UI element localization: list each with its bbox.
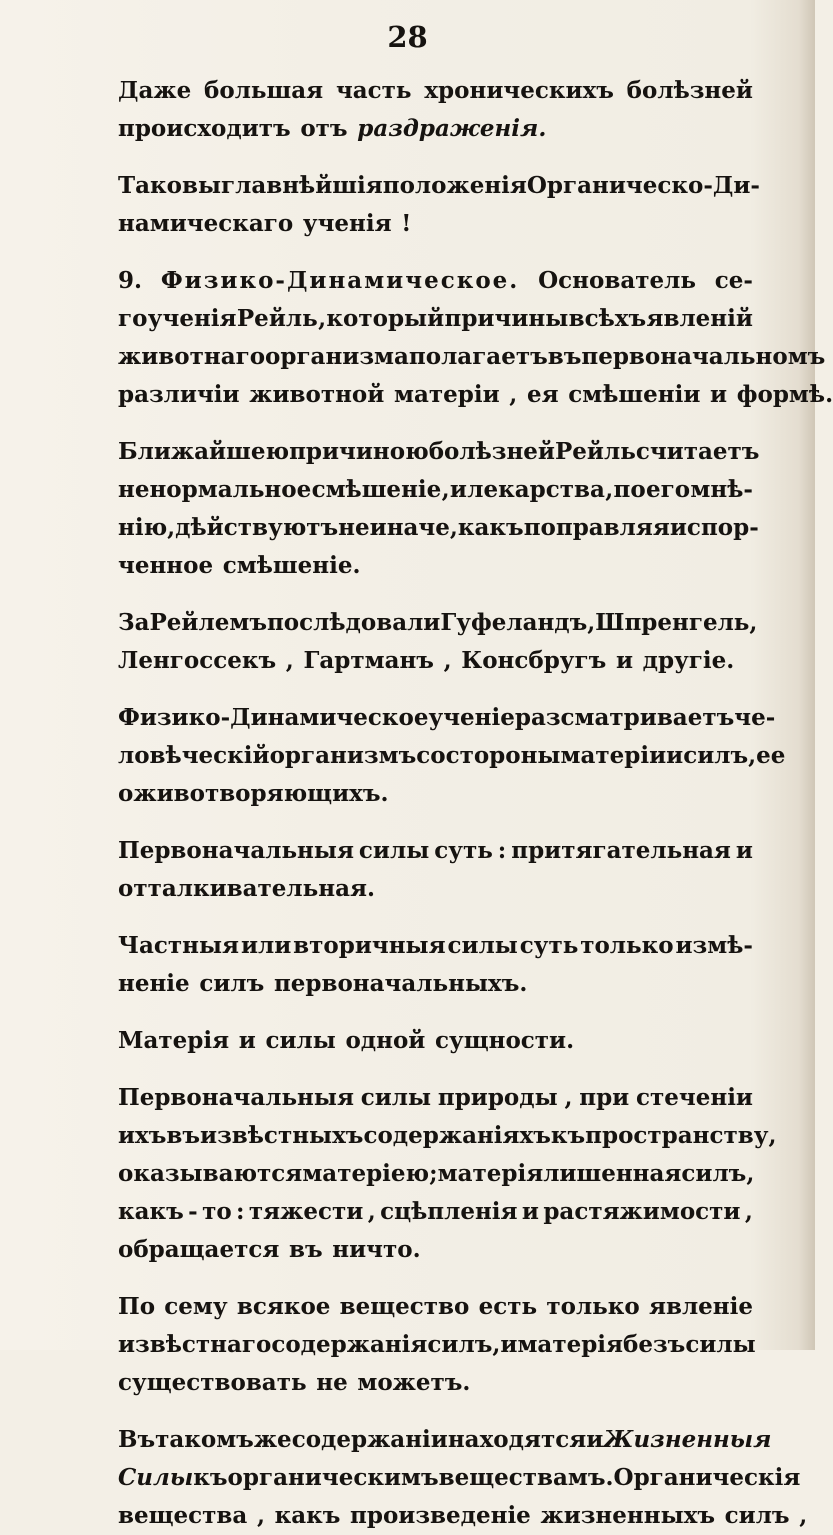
word: матеріи bbox=[560, 742, 667, 769]
word: испор- bbox=[669, 514, 759, 541]
word: и bbox=[710, 381, 728, 408]
word: въ bbox=[166, 1122, 201, 1149]
word: силъ bbox=[427, 1331, 493, 1358]
text-line bbox=[118, 965, 753, 1003]
word: , bbox=[564, 1084, 573, 1111]
text-line bbox=[118, 433, 760, 471]
word: , bbox=[318, 305, 327, 332]
paragraph-gap bbox=[118, 1003, 753, 1022]
word: обращается bbox=[118, 1236, 280, 1263]
word: произведеніе bbox=[350, 1502, 531, 1529]
text-line bbox=[118, 1155, 753, 1193]
word: сцѣпленія bbox=[380, 1198, 518, 1225]
word: Гуфеландъ, bbox=[440, 609, 596, 636]
word: явленіе bbox=[648, 1293, 753, 1320]
text-line bbox=[118, 471, 753, 509]
word: и bbox=[735, 837, 753, 864]
word: только bbox=[580, 932, 674, 959]
word: Таковы bbox=[118, 172, 222, 199]
word: суть bbox=[519, 932, 579, 959]
word: въ bbox=[289, 1236, 323, 1263]
word: По bbox=[118, 1293, 156, 1320]
word: органическимъ bbox=[227, 1464, 439, 1491]
word: большая bbox=[204, 77, 324, 104]
text-line bbox=[118, 642, 753, 680]
word: болѣзней bbox=[428, 438, 555, 465]
word: явленій bbox=[646, 305, 753, 332]
text-line bbox=[118, 547, 753, 585]
word: неніе bbox=[118, 970, 190, 997]
word: первоначальномъ bbox=[581, 343, 826, 370]
word: силъ bbox=[681, 1160, 747, 1187]
word: ; bbox=[429, 1160, 438, 1187]
word: Матерія bbox=[118, 1027, 230, 1054]
word: , bbox=[768, 1122, 777, 1149]
paragraph bbox=[118, 699, 786, 813]
text-line bbox=[118, 376, 833, 414]
word: къ bbox=[193, 1464, 228, 1491]
word: главнѣйшія bbox=[221, 172, 383, 199]
word: такомъ bbox=[155, 1426, 254, 1453]
word: есть bbox=[478, 1293, 538, 1320]
paragraph bbox=[118, 604, 758, 680]
word: какъ bbox=[118, 1198, 184, 1225]
body-text bbox=[118, 72, 833, 1535]
text-line bbox=[118, 110, 753, 148]
word: нію bbox=[118, 514, 168, 541]
word: силы bbox=[447, 932, 518, 959]
word: и bbox=[521, 1198, 539, 1225]
word: болѣзней bbox=[626, 77, 753, 104]
word: формѣ. bbox=[736, 381, 833, 408]
text-line bbox=[118, 1022, 753, 1060]
paragraph bbox=[118, 167, 760, 243]
word: тяжести bbox=[248, 1198, 364, 1225]
word: , bbox=[509, 381, 518, 408]
text-line bbox=[118, 1193, 753, 1231]
word: Физико-Динамическое bbox=[118, 704, 429, 731]
word: пространству bbox=[585, 1122, 769, 1149]
word: дѣйствуютъ bbox=[175, 514, 339, 541]
word: со bbox=[416, 742, 446, 769]
word: смѣшеніи bbox=[568, 381, 701, 408]
word: , bbox=[441, 476, 450, 503]
word: Первоначальныя bbox=[118, 837, 354, 864]
text-line bbox=[118, 509, 759, 547]
paragraph-gap bbox=[118, 680, 753, 699]
word: го bbox=[118, 305, 148, 332]
word: Ближайшею bbox=[118, 438, 290, 465]
page-number: 28 bbox=[387, 20, 428, 54]
word: стеченіи bbox=[636, 1084, 753, 1111]
word: матеріею bbox=[302, 1160, 430, 1187]
word: силъ bbox=[199, 970, 265, 997]
text-line bbox=[118, 1459, 801, 1497]
text-line bbox=[118, 1079, 753, 1117]
word: къ bbox=[550, 1122, 586, 1149]
word: ненормальное bbox=[118, 476, 312, 503]
word: всѣхъ bbox=[568, 305, 647, 332]
word: , bbox=[256, 1502, 265, 1529]
word: считаетъ bbox=[635, 438, 760, 465]
word: ловѣческій bbox=[118, 742, 270, 769]
word: можетъ. bbox=[357, 1369, 471, 1396]
word: ! bbox=[401, 210, 412, 237]
text-line bbox=[118, 699, 776, 737]
word: и bbox=[238, 1027, 256, 1054]
word: , bbox=[746, 1160, 755, 1187]
word: ученія bbox=[147, 305, 237, 332]
paragraph bbox=[118, 262, 833, 414]
text-line bbox=[118, 205, 753, 243]
word: существовать bbox=[118, 1369, 307, 1396]
word: причины bbox=[444, 305, 569, 332]
word: положенія bbox=[382, 172, 527, 199]
word: хроническихъ bbox=[424, 77, 614, 104]
word: который bbox=[326, 305, 445, 332]
word: оказываются bbox=[118, 1160, 303, 1187]
word: другіе. bbox=[642, 647, 735, 674]
paragraph bbox=[118, 72, 753, 148]
word: , bbox=[449, 514, 458, 541]
paragraph-gap bbox=[118, 585, 753, 604]
word: ихъ bbox=[118, 1122, 167, 1149]
paragraph-gap bbox=[118, 148, 753, 167]
word: только bbox=[546, 1293, 640, 1320]
paragraph bbox=[118, 1022, 753, 1060]
paragraph bbox=[118, 1288, 756, 1402]
text-line bbox=[118, 262, 753, 300]
word: вещества bbox=[118, 1502, 248, 1529]
word: ученіе bbox=[428, 704, 515, 731]
text-line bbox=[118, 300, 753, 338]
paragraph bbox=[118, 1079, 777, 1269]
word: и bbox=[666, 742, 684, 769]
paragraph bbox=[118, 927, 753, 1003]
word: природы bbox=[437, 1084, 558, 1111]
word: его bbox=[646, 476, 691, 503]
paragraph-gap bbox=[118, 414, 753, 433]
word: содержаніи bbox=[291, 1426, 448, 1453]
word: Консбругъ bbox=[461, 647, 607, 674]
word: , bbox=[605, 476, 614, 503]
word: разсматриваетъ bbox=[514, 704, 735, 731]
paragraph-gap bbox=[118, 243, 753, 262]
text-line bbox=[118, 1117, 777, 1155]
word: одной bbox=[345, 1027, 426, 1054]
word: то bbox=[202, 1198, 232, 1225]
word: лекарства bbox=[467, 476, 605, 503]
word: , bbox=[443, 647, 452, 674]
text-line bbox=[118, 72, 753, 110]
word: , bbox=[167, 514, 176, 541]
word: Рейль bbox=[554, 438, 636, 465]
text-line bbox=[118, 870, 753, 908]
word: въ bbox=[547, 343, 582, 370]
word: различіи bbox=[118, 381, 240, 408]
text-line bbox=[118, 832, 753, 870]
word: матерія bbox=[437, 1160, 544, 1187]
word: ученія bbox=[302, 210, 392, 237]
word: вещество bbox=[339, 1293, 470, 1320]
word: Силы bbox=[118, 1464, 194, 1491]
word: лишенная bbox=[543, 1160, 682, 1187]
word: сущности. bbox=[435, 1027, 575, 1054]
word: , bbox=[285, 647, 294, 674]
word: первоначальныхъ. bbox=[273, 970, 528, 997]
word: ее bbox=[756, 742, 786, 769]
word: ничто. bbox=[332, 1236, 421, 1263]
word: - bbox=[188, 1198, 198, 1225]
word: силъ bbox=[724, 1502, 790, 1529]
word: че- bbox=[734, 704, 776, 731]
word: организмъ bbox=[269, 742, 417, 769]
text-line bbox=[118, 604, 758, 642]
text-line bbox=[118, 1421, 772, 1459]
word: отталкивательная. bbox=[118, 875, 375, 902]
word: матеріи bbox=[393, 381, 500, 408]
word: жизненныхъ bbox=[540, 1502, 715, 1529]
word: Органическія bbox=[613, 1464, 801, 1491]
word: и bbox=[586, 1426, 604, 1453]
word: Гартманъ bbox=[303, 647, 434, 674]
word: всякое bbox=[236, 1293, 331, 1320]
word: матерія bbox=[517, 1331, 624, 1358]
word: послѣдовали bbox=[266, 609, 441, 636]
word: : bbox=[236, 1198, 245, 1225]
word: иначе bbox=[369, 514, 450, 541]
word: Частныя bbox=[118, 932, 240, 959]
word: ченное bbox=[118, 552, 214, 579]
word: , bbox=[744, 1198, 753, 1225]
word: содержанія bbox=[271, 1331, 428, 1358]
word: силъ, bbox=[683, 742, 757, 769]
word: растяжимости bbox=[543, 1198, 741, 1225]
word: содержаніяхъ bbox=[363, 1122, 551, 1149]
paragraph-gap bbox=[118, 908, 753, 927]
word: суть bbox=[434, 837, 493, 864]
word: мнѣ- bbox=[690, 476, 753, 503]
word: силы bbox=[358, 837, 430, 864]
word: же bbox=[253, 1426, 292, 1453]
word: по bbox=[613, 476, 646, 503]
word: и bbox=[500, 1331, 518, 1358]
word: Даже bbox=[118, 77, 192, 104]
word: Первоначальныя bbox=[118, 1084, 354, 1111]
word: извѣстныхъ bbox=[200, 1122, 364, 1149]
word: причиною bbox=[289, 438, 429, 465]
word: поправляя bbox=[523, 514, 670, 541]
paragraph-gap bbox=[118, 1269, 753, 1288]
word: безъ bbox=[623, 1331, 686, 1358]
word: смѣшеніе bbox=[311, 476, 442, 503]
word: какъ bbox=[274, 1502, 341, 1529]
word: силы bbox=[360, 1084, 432, 1111]
word: при bbox=[579, 1084, 630, 1111]
word: организма bbox=[265, 343, 409, 370]
text-line bbox=[118, 775, 753, 813]
word: не bbox=[338, 514, 370, 541]
text-line bbox=[118, 1497, 808, 1535]
paragraph-gap bbox=[118, 1060, 753, 1079]
word: оживотворяющихъ. bbox=[118, 780, 389, 807]
word: , bbox=[367, 1198, 376, 1225]
word: Физико-Динамическое. bbox=[160, 267, 520, 294]
word: , bbox=[492, 1331, 501, 1358]
word: полагаетъ bbox=[408, 343, 548, 370]
word: Рейлемъ bbox=[149, 609, 267, 636]
word: 9. bbox=[118, 267, 143, 294]
word: животной bbox=[249, 381, 385, 408]
word: Шпренгель, bbox=[595, 609, 758, 636]
paragraph bbox=[118, 1421, 808, 1535]
word: Рейль bbox=[236, 305, 318, 332]
word: стороны bbox=[445, 742, 561, 769]
word: вторичныя bbox=[293, 932, 446, 959]
word: се- bbox=[714, 267, 753, 294]
word: Въ bbox=[118, 1426, 156, 1453]
word: намическаго bbox=[118, 210, 294, 237]
text-line bbox=[118, 1364, 753, 1402]
text-line bbox=[118, 737, 786, 775]
word: ея bbox=[526, 381, 559, 408]
word: Ленгоссекъ bbox=[118, 647, 277, 674]
word: Жизненныя bbox=[603, 1426, 772, 1453]
word: Органическо-Ди- bbox=[526, 172, 760, 199]
text-line bbox=[118, 1326, 756, 1364]
word: или bbox=[240, 932, 292, 959]
text-line bbox=[118, 338, 826, 376]
word: раздраженія. bbox=[357, 115, 547, 142]
word: : bbox=[497, 837, 507, 864]
word: и bbox=[449, 476, 467, 503]
word: веществамъ. bbox=[438, 1464, 614, 1491]
text-line bbox=[118, 927, 753, 965]
word: животнаго bbox=[118, 343, 266, 370]
word: извѣстнаго bbox=[118, 1331, 272, 1358]
paragraph-gap bbox=[118, 813, 753, 832]
word: какъ bbox=[457, 514, 524, 541]
word: Основатель bbox=[538, 267, 696, 294]
word: происходитъ bbox=[118, 115, 291, 142]
word: часть bbox=[335, 77, 412, 104]
text-line bbox=[118, 167, 760, 205]
text-line bbox=[118, 1231, 753, 1269]
text-line bbox=[118, 1288, 753, 1326]
word: За bbox=[118, 609, 150, 636]
word: и bbox=[615, 647, 633, 674]
word: смѣшеніе. bbox=[222, 552, 361, 579]
paragraph bbox=[118, 433, 760, 585]
word: находятся bbox=[447, 1426, 587, 1453]
word: измѣ- bbox=[675, 932, 753, 959]
word: отъ bbox=[300, 115, 348, 142]
word: силы bbox=[685, 1331, 756, 1358]
word: притягательная bbox=[511, 837, 731, 864]
word: сему bbox=[164, 1293, 228, 1320]
word: силы bbox=[265, 1027, 336, 1054]
paragraph-gap bbox=[118, 1402, 753, 1421]
word: , bbox=[799, 1502, 808, 1529]
word: не bbox=[316, 1369, 348, 1396]
paragraph bbox=[118, 832, 753, 908]
